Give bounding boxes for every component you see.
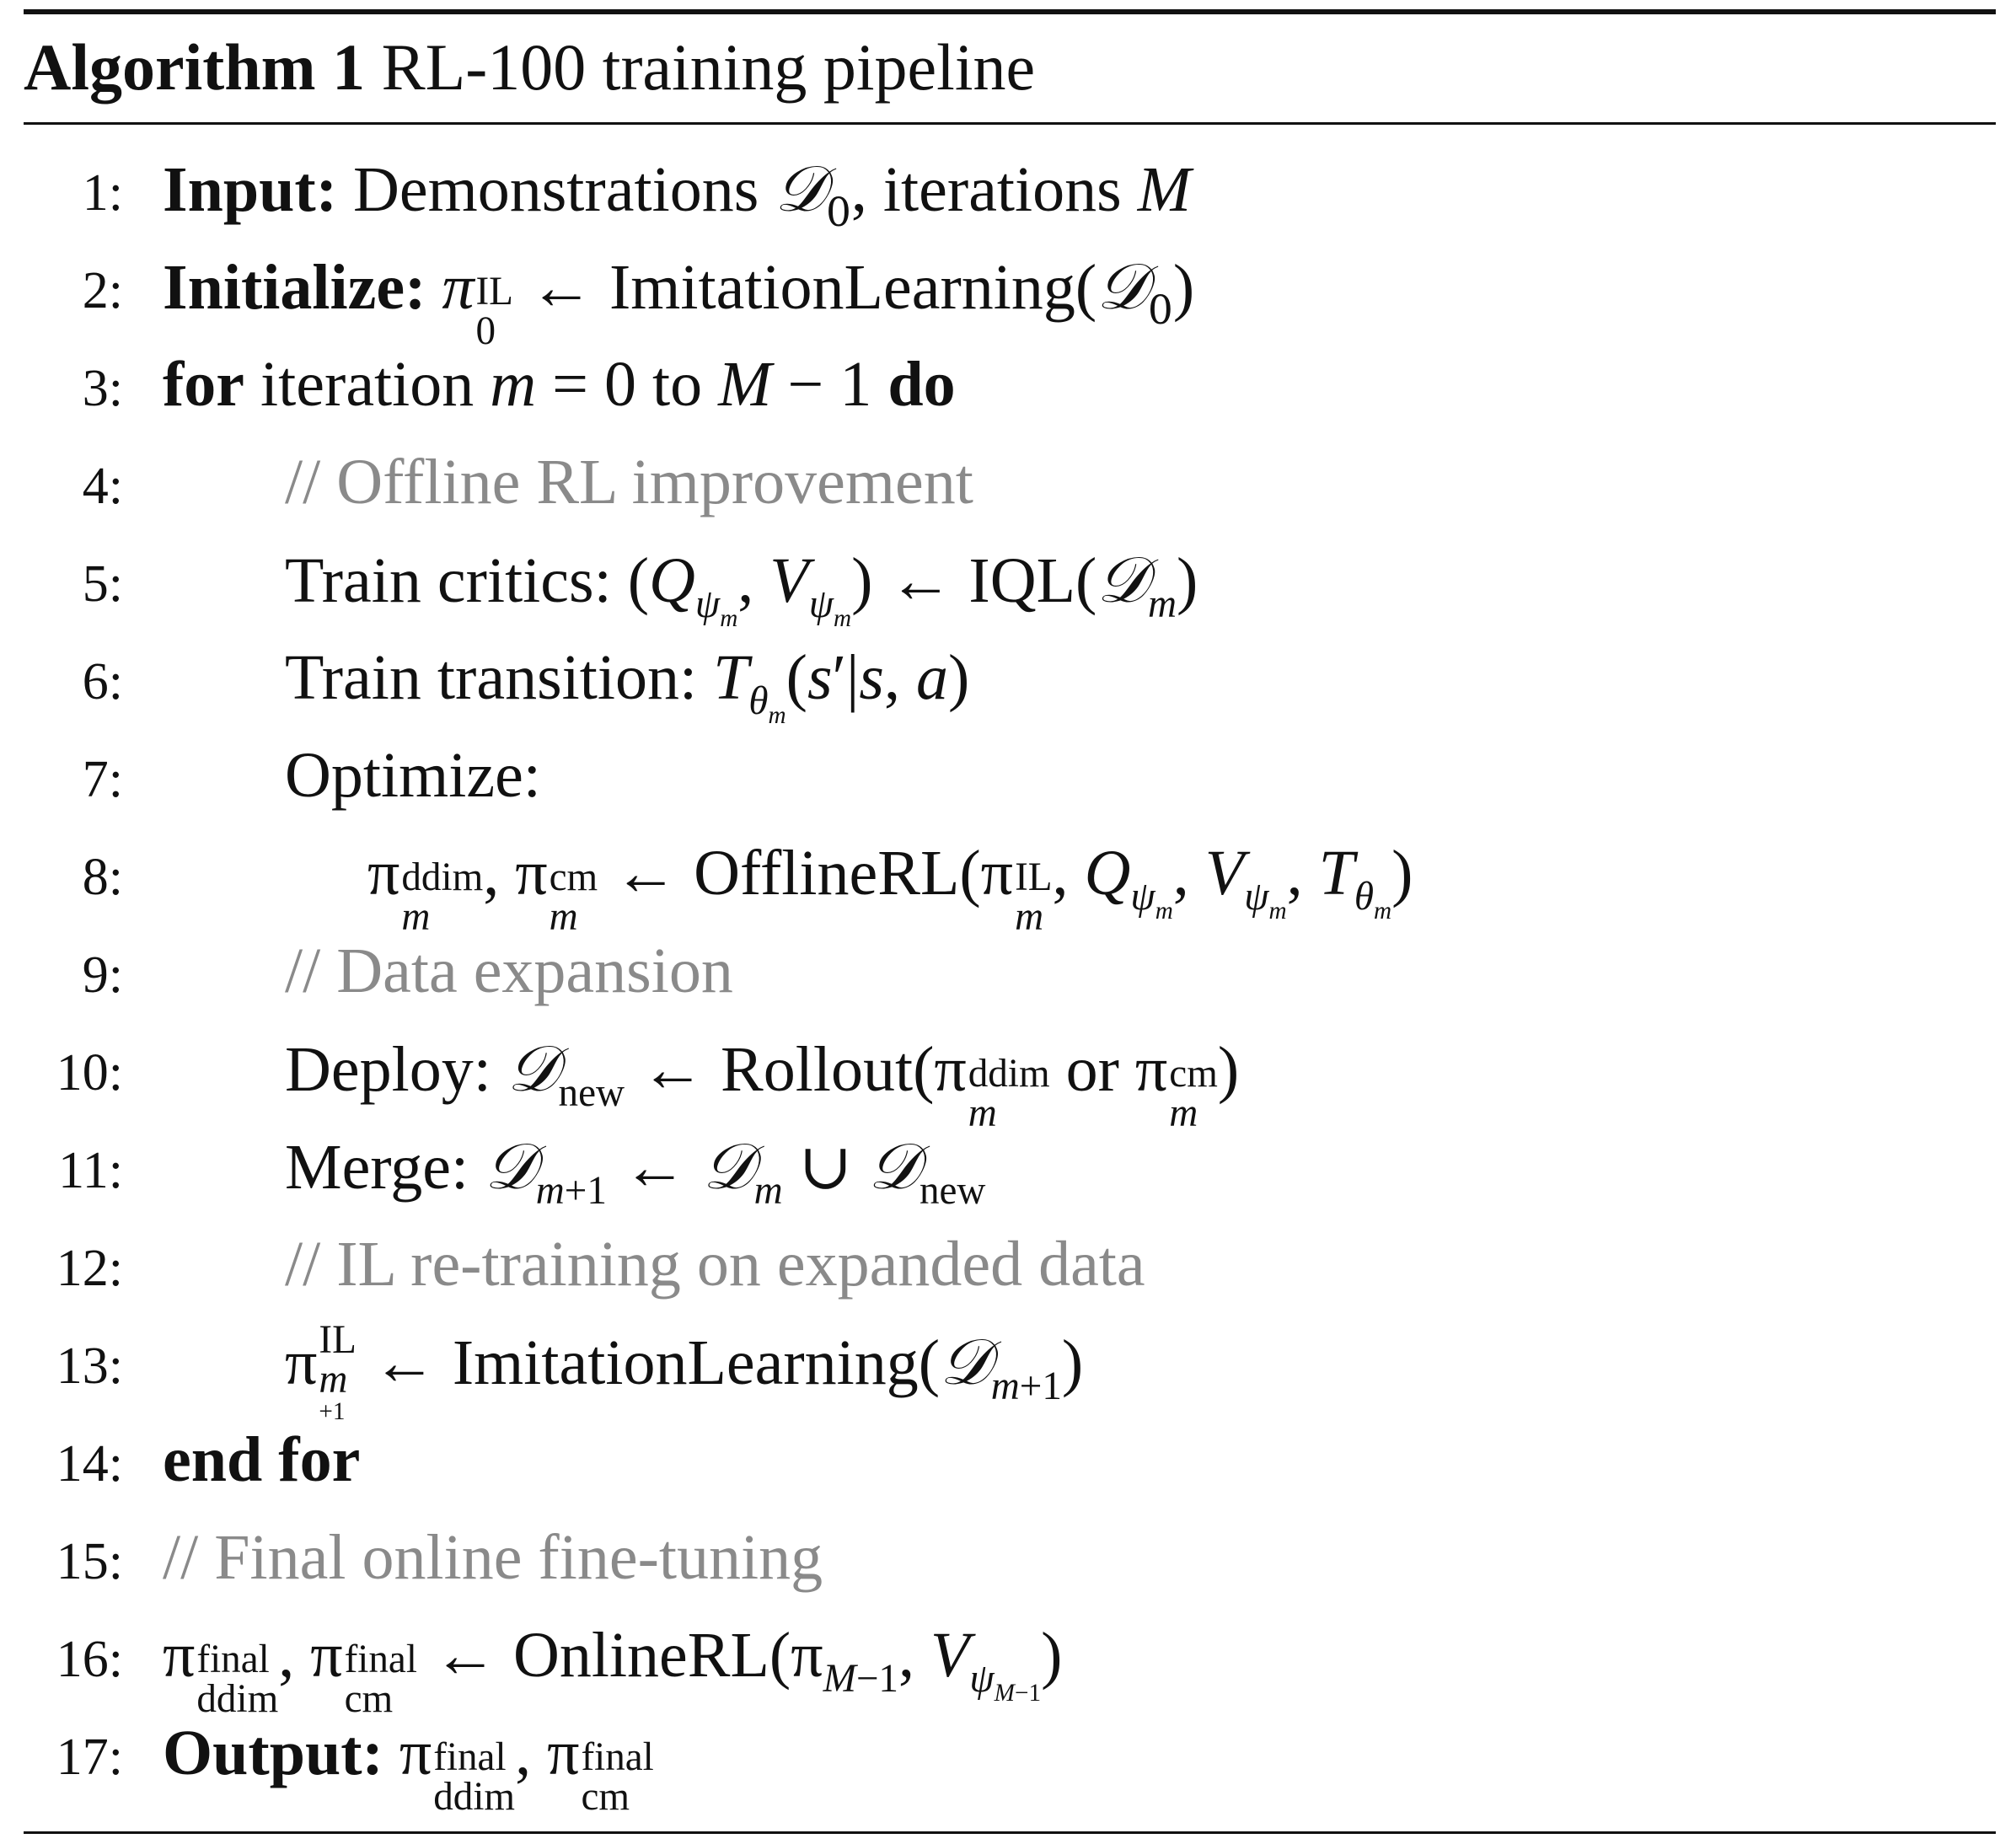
line-content: Initialize: π IL 0 ← ImitationLearning(𝒟$_0$) [163,249,1195,353]
algorithm-block [24,0,1996,1844]
algorithm-line-13 [24,1313,1084,1425]
line-number: 8: [82,849,123,906]
line-content [163,140,1191,239]
line-number: 9: [82,946,123,1004]
comment-final: // Final online fine-tuning [163,1522,823,1593]
algorithm-line-8 [24,824,1413,939]
input-text: Demonstrations [353,154,759,225]
for-keyword: for [163,349,245,420]
algorithm-line-2 [24,238,1195,353]
line-number: 13: [56,1337,123,1395]
initialize-keyword: Initialize: [163,252,426,323]
algorithm-line-5 [24,531,1198,632]
endfor-keyword: end for [163,1424,361,1495]
algorithm-line-6 [24,629,970,729]
rollout-fn: Rollout [721,1034,914,1105]
algorithm-line-10 [24,1020,1240,1135]
line-content: π final ddim , π final cm ← $OnlineRL(\pi_{M-1}$, $V_{\psi_{M-1}}$) [163,1620,1063,1721]
line-number: 5: [82,555,123,613]
line-number: 6: [82,653,123,710]
algorithm-line-7 [24,726,541,824]
math-M: M [1137,154,1192,225]
line-content: for iteration m = 0 to M − 1 do [163,349,956,420]
line-number: 2: [82,262,123,319]
algorithm-header [24,25,1035,110]
top-rule [24,9,1996,14]
line-number: 10: [56,1044,123,1102]
onlinerl-fn: OnlineRL [512,1620,769,1691]
line-content: Deploy: 𝒟$_{new}$ ← Rollout(π ddim m or π cm m ) [285,1031,1240,1135]
line-content: Merge: 𝒟$_{m+1}$ ← 𝒟$_m$ ∪ 𝒟$_{new}$ [285,1128,986,1213]
imitation-fn: ImitationLearning [452,1327,919,1398]
line-number: 7: [82,751,123,808]
header-rule [24,122,1996,125]
iterations-text: , iterations [850,154,1122,225]
iql-fn: IQL [968,545,1076,616]
line-number: 12: [56,1240,123,1297]
line-number: 17: [56,1729,123,1786]
imitation-fn: ImitationLearning [609,252,1075,323]
line-number: 14: [56,1435,123,1493]
comment-il-retraining: // IL re-training on expanded data [285,1229,1145,1300]
algorithm-title: RL-100 training pipeline [381,30,1036,104]
algorithm-label: Algorithm 1 [24,30,366,104]
line-number: 4: [82,458,123,515]
algorithm-line-17 [24,1704,654,1819]
algorithm-line-16 [24,1606,1063,1721]
bottom-rule [24,1831,1996,1834]
input-keyword: Input: [163,154,337,225]
optimize-text: Optimize: [285,740,541,811]
comment-offline: // Offline RL improvement [285,447,973,517]
merge-text: Merge: [285,1132,469,1203]
line-number: 3: [82,360,123,417]
line-number: 15: [56,1533,123,1590]
offlinerl-fn: OfflineRL [694,838,960,909]
to-text: to [652,349,703,420]
do-keyword: do [887,349,956,420]
algorithm-line-12 [24,1215,1145,1313]
line-content: Output: π final ddim , π final cm [163,1718,654,1819]
algorithm-line-15 [24,1509,823,1606]
deploy-text: Deploy: [285,1034,491,1105]
algorithm-line-3 [24,335,956,433]
comment-data-expansion: // Data expansion [285,935,733,1006]
output-keyword: Output: [163,1718,383,1788]
line-number: 11: [58,1142,123,1199]
line-number: 16: [56,1631,123,1688]
algorithm-line-4 [24,433,973,531]
algorithm-line-1 [24,140,1192,238]
math-D0: 𝒟$_0$ [775,151,851,236]
or-text: or [1065,1034,1119,1105]
algorithm-line-11 [24,1118,986,1215]
algorithm-line-9 [24,922,733,1020]
line-content: π ddim m , π cm m ← OfflineRL(π IL m , $Q_{\psi_m}$, $V_{\psi_m}$, $T_{\theta_m}$) [367,838,1413,939]
line-content: Train transition: $T_{\theta_m}(s'|s$, a) [285,642,970,729]
algorithm-line-14 [24,1411,361,1509]
line-content: Train critics: ($Q_{\psi_m}$, $V_{\psi_m}$) ← IQL(𝒟$_m$) [285,542,1198,632]
line-content: π IL m +1 ← ImitationLearning(𝒟$_{m+1}$) [285,1317,1084,1425]
math-pi0-IL: π IL 0 [442,252,513,353]
line-number: 1: [82,164,123,222]
iteration-text: iteration [260,349,475,420]
train-transition-text: Train transition: [285,642,698,713]
train-critics-text: Train critics: [285,545,612,616]
